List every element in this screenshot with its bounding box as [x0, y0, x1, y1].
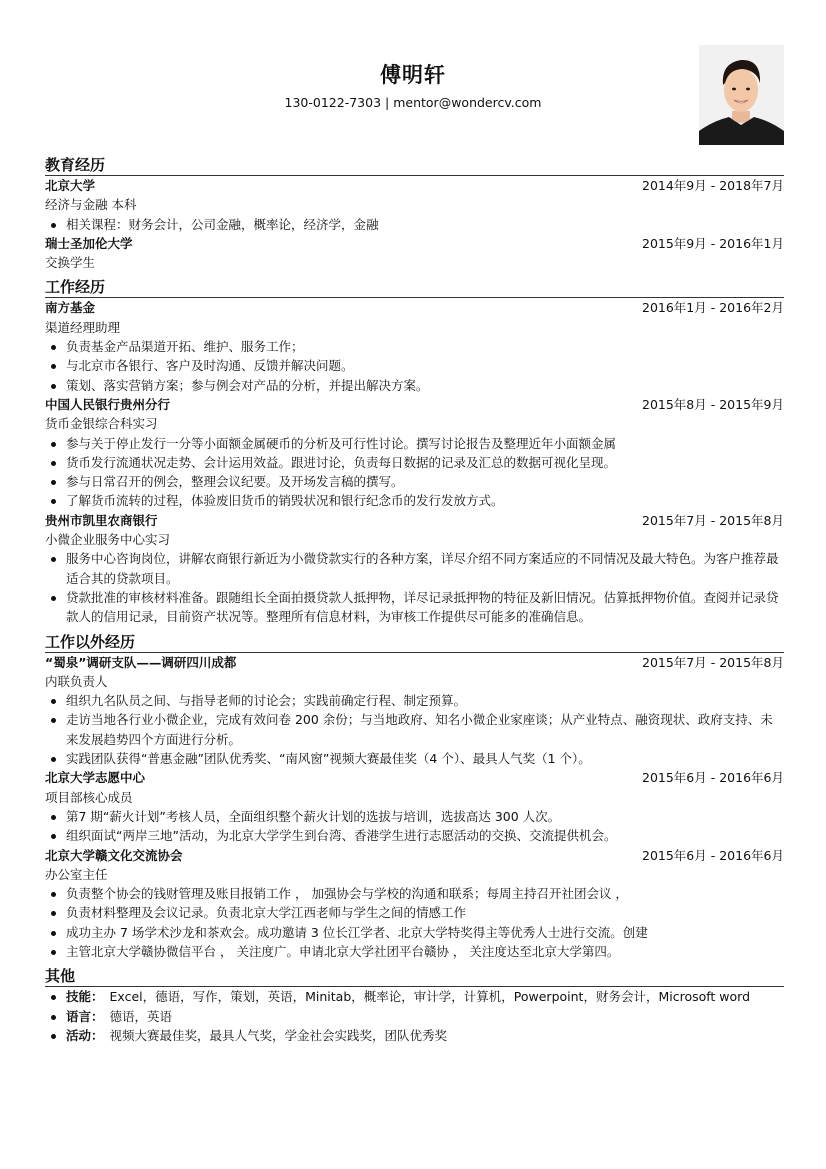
work-entry	[45, 511, 784, 627]
work-entry	[45, 298, 784, 394]
education-degree: 经济与金融 本科	[45, 197, 137, 213]
work-section	[45, 278, 784, 626]
extra-date: 2015年6月 - 2016年6月	[642, 770, 784, 786]
extra-role: 办公室主任	[45, 866, 108, 882]
list-item: 成功主办 7 场学术沙龙和茶欢会。成功邀请 3 位长江学者、北京大学特奖得主等优秀人士进行交流。创建	[45, 923, 784, 942]
work-role: 货币金银综合科实习	[45, 416, 158, 432]
contact-separator: |	[381, 95, 394, 110]
extra-entry	[45, 768, 784, 845]
list-item: 参与关于停止发行一分等小面额金属硬币的分析及可行性讨论。撰写讨论报告及整理近年小面额金属	[45, 434, 784, 453]
extra-section	[45, 633, 784, 962]
candidate-name: 傅明轩	[380, 63, 446, 87]
education-entry	[45, 234, 784, 273]
list-item: 参与日常召开的例会，整理会议纪要。及开场发言稿的撰写。	[45, 472, 784, 491]
resume-body	[45, 150, 784, 1045]
other-section-title: 其他	[45, 967, 784, 987]
languages-text: 德语，英语	[109, 1008, 173, 1024]
work-company: 贵州市凯里农商银行	[45, 512, 158, 528]
list-item: 与北京市各银行、客户及时沟通、反馈并解决问题。	[45, 356, 784, 375]
extra-role: 内联负责人	[45, 673, 108, 689]
list-item: 负责基金产品渠道开拓、维护、服务工作；	[45, 337, 784, 356]
skills-label: 技能：	[66, 989, 104, 1005]
skills-text: Excel，德语，写作，策划，英语，Minitab，概率论，审计学，计算机，Powerpoint，财务会计，Microsoft word	[109, 989, 751, 1005]
activities-label: 活动：	[66, 1027, 104, 1043]
list-item: 主管北京大学赣协微信平台 ， 关注度广。申请北京大学社团平台赣协 ， 关注度达至北京大学第四。	[45, 942, 784, 961]
list-item: 负责材料整理及会议记录。负责北京大学江西老师与学生之间的情感工作	[45, 903, 784, 922]
activities-text: 视频大赛最佳奖，最具人气奖，学金社会实践奖，团队优秀奖	[109, 1027, 448, 1043]
education-section	[45, 156, 784, 272]
list-item: 第7 期“薪火计划”考核人员，全面组织整个薪火计划的选拔与培训，选拔高达 300 人次。	[45, 807, 784, 826]
list-item: 货币发行流通状况走势、会计运用效益。跟进讨论，负责每日数据的记录及汇总的数据可视化呈现。	[45, 453, 784, 472]
work-date: 2015年8月 - 2015年9月	[642, 396, 784, 412]
education-section-title: 教育经历	[45, 156, 784, 176]
profile-photo	[699, 45, 784, 145]
list-item: 组织九名队员之间、与指导老师的讨论会；实践前确定行程、制定预算。	[45, 691, 784, 710]
education-school: 北京大学	[45, 178, 96, 193]
work-section-title: 工作经历	[45, 278, 784, 298]
education-date: 2014年9月 - 2018年7月	[642, 178, 784, 193]
list-item: 服务中心咨询岗位，讲解农商银行新近为小微贷款实行的各种方案，详尽介绍不同方案适应的不同情况及最大特色。为客户推荐最适合其的贷款项目。	[45, 549, 784, 588]
extra-date: 2015年6月 - 2016年6月	[642, 847, 784, 863]
extra-org: “蜀泉”调研支队——调研四川成都	[45, 654, 237, 670]
work-role: 渠道经理助理	[45, 319, 121, 335]
work-entry	[45, 395, 784, 511]
list-item: 了解货币流转的过程，体验废旧货币的销毁状况和银行纪念币的发行发放方式。	[45, 491, 784, 510]
work-company: 中国人民银行贵州分行	[45, 396, 171, 412]
extra-role: 项目部核心成员	[45, 789, 133, 805]
work-role: 小微企业服务中心实习	[45, 532, 171, 548]
work-date: 2015年7月 - 2015年8月	[642, 512, 784, 528]
other-section	[45, 967, 784, 1045]
education-degree: 交换学生	[45, 255, 96, 271]
phone-number: 130-0122-7303	[284, 95, 382, 110]
skills-item	[45, 987, 784, 1006]
languages-label: 语言：	[66, 1008, 104, 1024]
work-company: 南方基金	[45, 300, 96, 316]
list-item: 负责整个协会的钱财管理及账目报销工作 ， 加强协会与学校的沟通和联系；每周主持召开社团会议 ，	[45, 884, 784, 903]
list-item: 实践团队获得“普惠金融”团队优秀奖、“南风窗”视频大赛最佳奖（4 个）、最具人气奖（1 个）。	[45, 749, 784, 768]
list-item: 贷款批准的审核材料准备。跟随组长全面拍摄贷款人抵押物，详尽记录抵押物的特征及新旧情况。估算抵押物价值。查阅并记录贷款人的信用记录，目前资产状况等。整理所有信息材料，为审核工作提供尽可能多的准确信息。	[45, 588, 784, 627]
activities-item	[45, 1026, 784, 1045]
education-entry	[45, 176, 784, 234]
education-school: 瑞士圣加伦大学	[45, 235, 133, 251]
list-item: 策划、落实营销方案；参与例会对产品的分析，并提出解决方案。	[45, 376, 784, 395]
list-item: 组织面试“两岸三地”活动，为北京大学学生到台湾、香港学生进行志愿活动的交换、交流提供机会。	[45, 826, 784, 845]
extra-entry	[45, 653, 784, 769]
education-date: 2015年9月 - 2016年1月	[642, 235, 784, 251]
languages-item	[45, 1007, 784, 1026]
email-address: mentor@wondercv.com	[393, 95, 542, 110]
extra-section-title: 工作以外经历	[45, 633, 784, 653]
list-item: 走访当地各行业小微企业，完成有效问卷 200 余份；与当地政府、知名小微企业家座谈；从产业特点、融资现状、政府支持、未来发展趋势四个方面进行分析。	[45, 710, 784, 749]
extra-org: 北京大学赣文化交流协会	[45, 847, 183, 863]
extra-entry	[45, 846, 784, 962]
extra-date: 2015年7月 - 2015年8月	[642, 654, 784, 670]
portrait-illustration	[699, 45, 784, 145]
extra-org: 北京大学志愿中心	[45, 770, 146, 786]
work-date: 2016年1月 - 2016年2月	[642, 300, 784, 316]
list-item: 相关课程：财务会计，公司金融，概率论，经济学，金融	[45, 215, 784, 234]
